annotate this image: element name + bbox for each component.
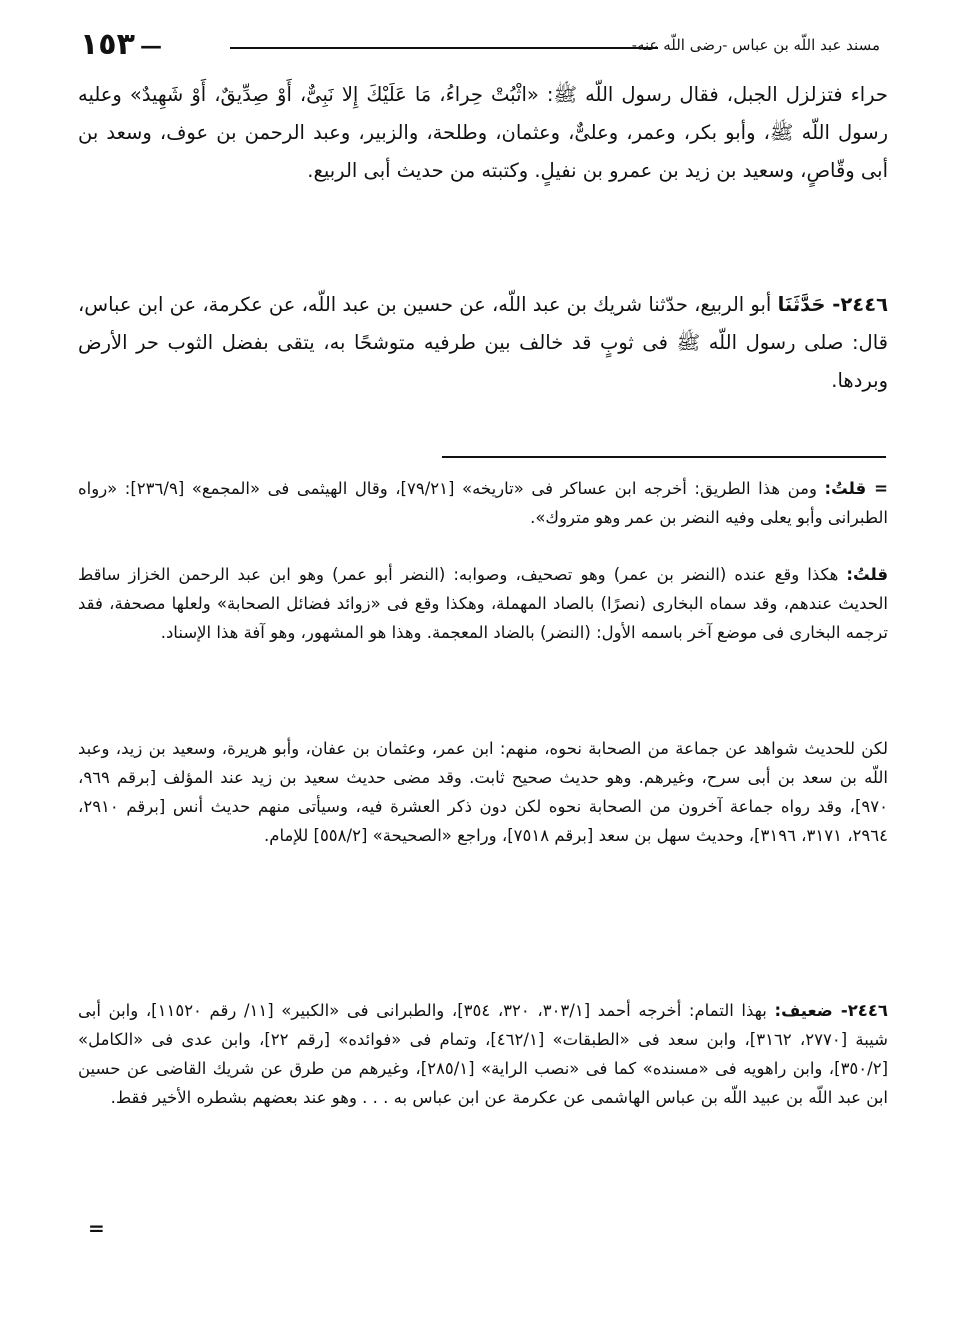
footnote-2 xyxy=(78,560,888,647)
footnote-4-text: بهذا التمام: أخرجه أحمد [٣٠٣/١، ٣٢٠، ٣٥٤]، والطبرانى فى «الكبير» [١١/ رقم ١١٥٢٠]، وابن أبى شيبة [٢٧٧٠، ٣١٦٢]، وابن سعد فى «الطبقات» [٤٦٢/١]، وتمام فى «فوائده» [رقم ٢٢]، وابن عدى فى «الكامل» [٣٥٠/٢]، وابن راهويه فى «مسنده» كما فى «نصب الراية» [٢٨٥/١]، وغيرهم من طرق عن شريك القاضى عن حسين ابن عبد اللّه بن عبيد اللّه بن عباس الهاشمى عن عكرمة عن ابن عباس به . . . وهو عند بعضهم بشطره الأخير فقط. xyxy=(78,1001,889,1107)
header-rule xyxy=(230,47,658,49)
footnote-1 xyxy=(78,474,888,532)
footnote-4 xyxy=(78,996,888,1112)
continuation-mark: = xyxy=(88,1216,105,1240)
footnote-1-label: = قلتُ: xyxy=(824,479,888,498)
footnote-4-label: ٢٤٤٦- ضعيف: xyxy=(774,1001,888,1020)
main-paragraph-1: حراء فتزلزل الجبل، فقال رسول اللّه ﷺ: «اثْبُتْ حِراءُ، مَا عَلَيْكَ إِلا نَبِىٌّ، أَوْ صِدِّيقٌ، أَوْ شَهِيدٌ» وعليه رسول اللّه ﷺ، وأبو بكر، وعمر، وعلىٌّ، وعثمان، وطلحة، والزبير، وعبد الرحمن بن عوف، وسعد بن أبى وقّاصٍ، وسعيد بن زيد بن عمرو بن نفيلٍ. وكتبته من حديث أبى الربيع. xyxy=(78,83,888,182)
running-header xyxy=(80,27,880,62)
main-paragraph-2 xyxy=(78,286,888,400)
hadith-text: أبو الربيع، حدّثنا شريك بن عبد اللّه، عن حسين بن عبد اللّه، عن عكرمة، عن ابن عباس، قال: صلى رسول اللّه ﷺ فى ثوبٍ قد خالف بين طرفيه متوشحًا به، يتقى بفضل الثوب حر الأرض وبردها. xyxy=(78,293,888,392)
footnote-separator xyxy=(442,456,886,458)
footnote-2-label: قلتُ: xyxy=(846,565,888,584)
running-title: مسند عبد اللّه بن عباس -رضى اللّه عنه- xyxy=(631,36,880,54)
header-dash: — xyxy=(140,33,162,59)
page-number: ١٥٣ xyxy=(80,27,135,62)
hadith-number: ٢٤٤٦- حَدَّثَنَا xyxy=(777,293,888,316)
footnote-3: لكن للحديث شواهد عن جماعة من الصحابة نحوه، منهم: ابن عمر، وعثمان بن عفان، وأبو هريرة، وسعيد بن زيد، وعبد اللّه بن سعد بن أبى سرح، وغيرهم. وهو حديث صحيح ثابت. وقد مضى حديث سعيد بن زيد عند المؤلف [برقم ٩٦٩، ٩٧٠]، وقد رواه جماعة آخرون من الصحابة نحوه لكن دون ذكر العشرة فيه، وسيأتى منهم حديث أنس [برقم ٢٩١٠، ٢٩٦٤، ٣١٧١، ٣١٩٦]، وحديث سهل بن سعد [برقم ٧٥١٨]، وراجع «الصحيحة» [٥٥٨/٢] للإمام. xyxy=(78,739,888,845)
footnote-2-text: هكذا وقع عنده (النضر بن عمر) وهو تصحيف، وصوابه: (النضر أبو عمر) وهو ابن عبد الرحمن الخزاز ساقط الحديث عندهم، وقد سماه البخارى (نصرًا) بالصاد المهملة، وهكذا وقع فى «زوائد فضائل الصحابة» ولعلها مصحفة، فقد ترجمه البخارى فى موضع آخر باسمه الأول: (النضر) بالضاد المعجمة. وهذا هو المشهور، وهو آفة هذا الإسناد. xyxy=(78,565,888,642)
footnote-1-text: ومن هذا الطريق: أخرجه ابن عساكر فى «تاريخه» [٧٩/٢١]، وقال الهيثمى فى «المجمع» [٢٣٦/٩]: «رواه الطبرانى وأبو يعلى وفيه النضر بن عمر وهو متروك». xyxy=(78,479,888,527)
